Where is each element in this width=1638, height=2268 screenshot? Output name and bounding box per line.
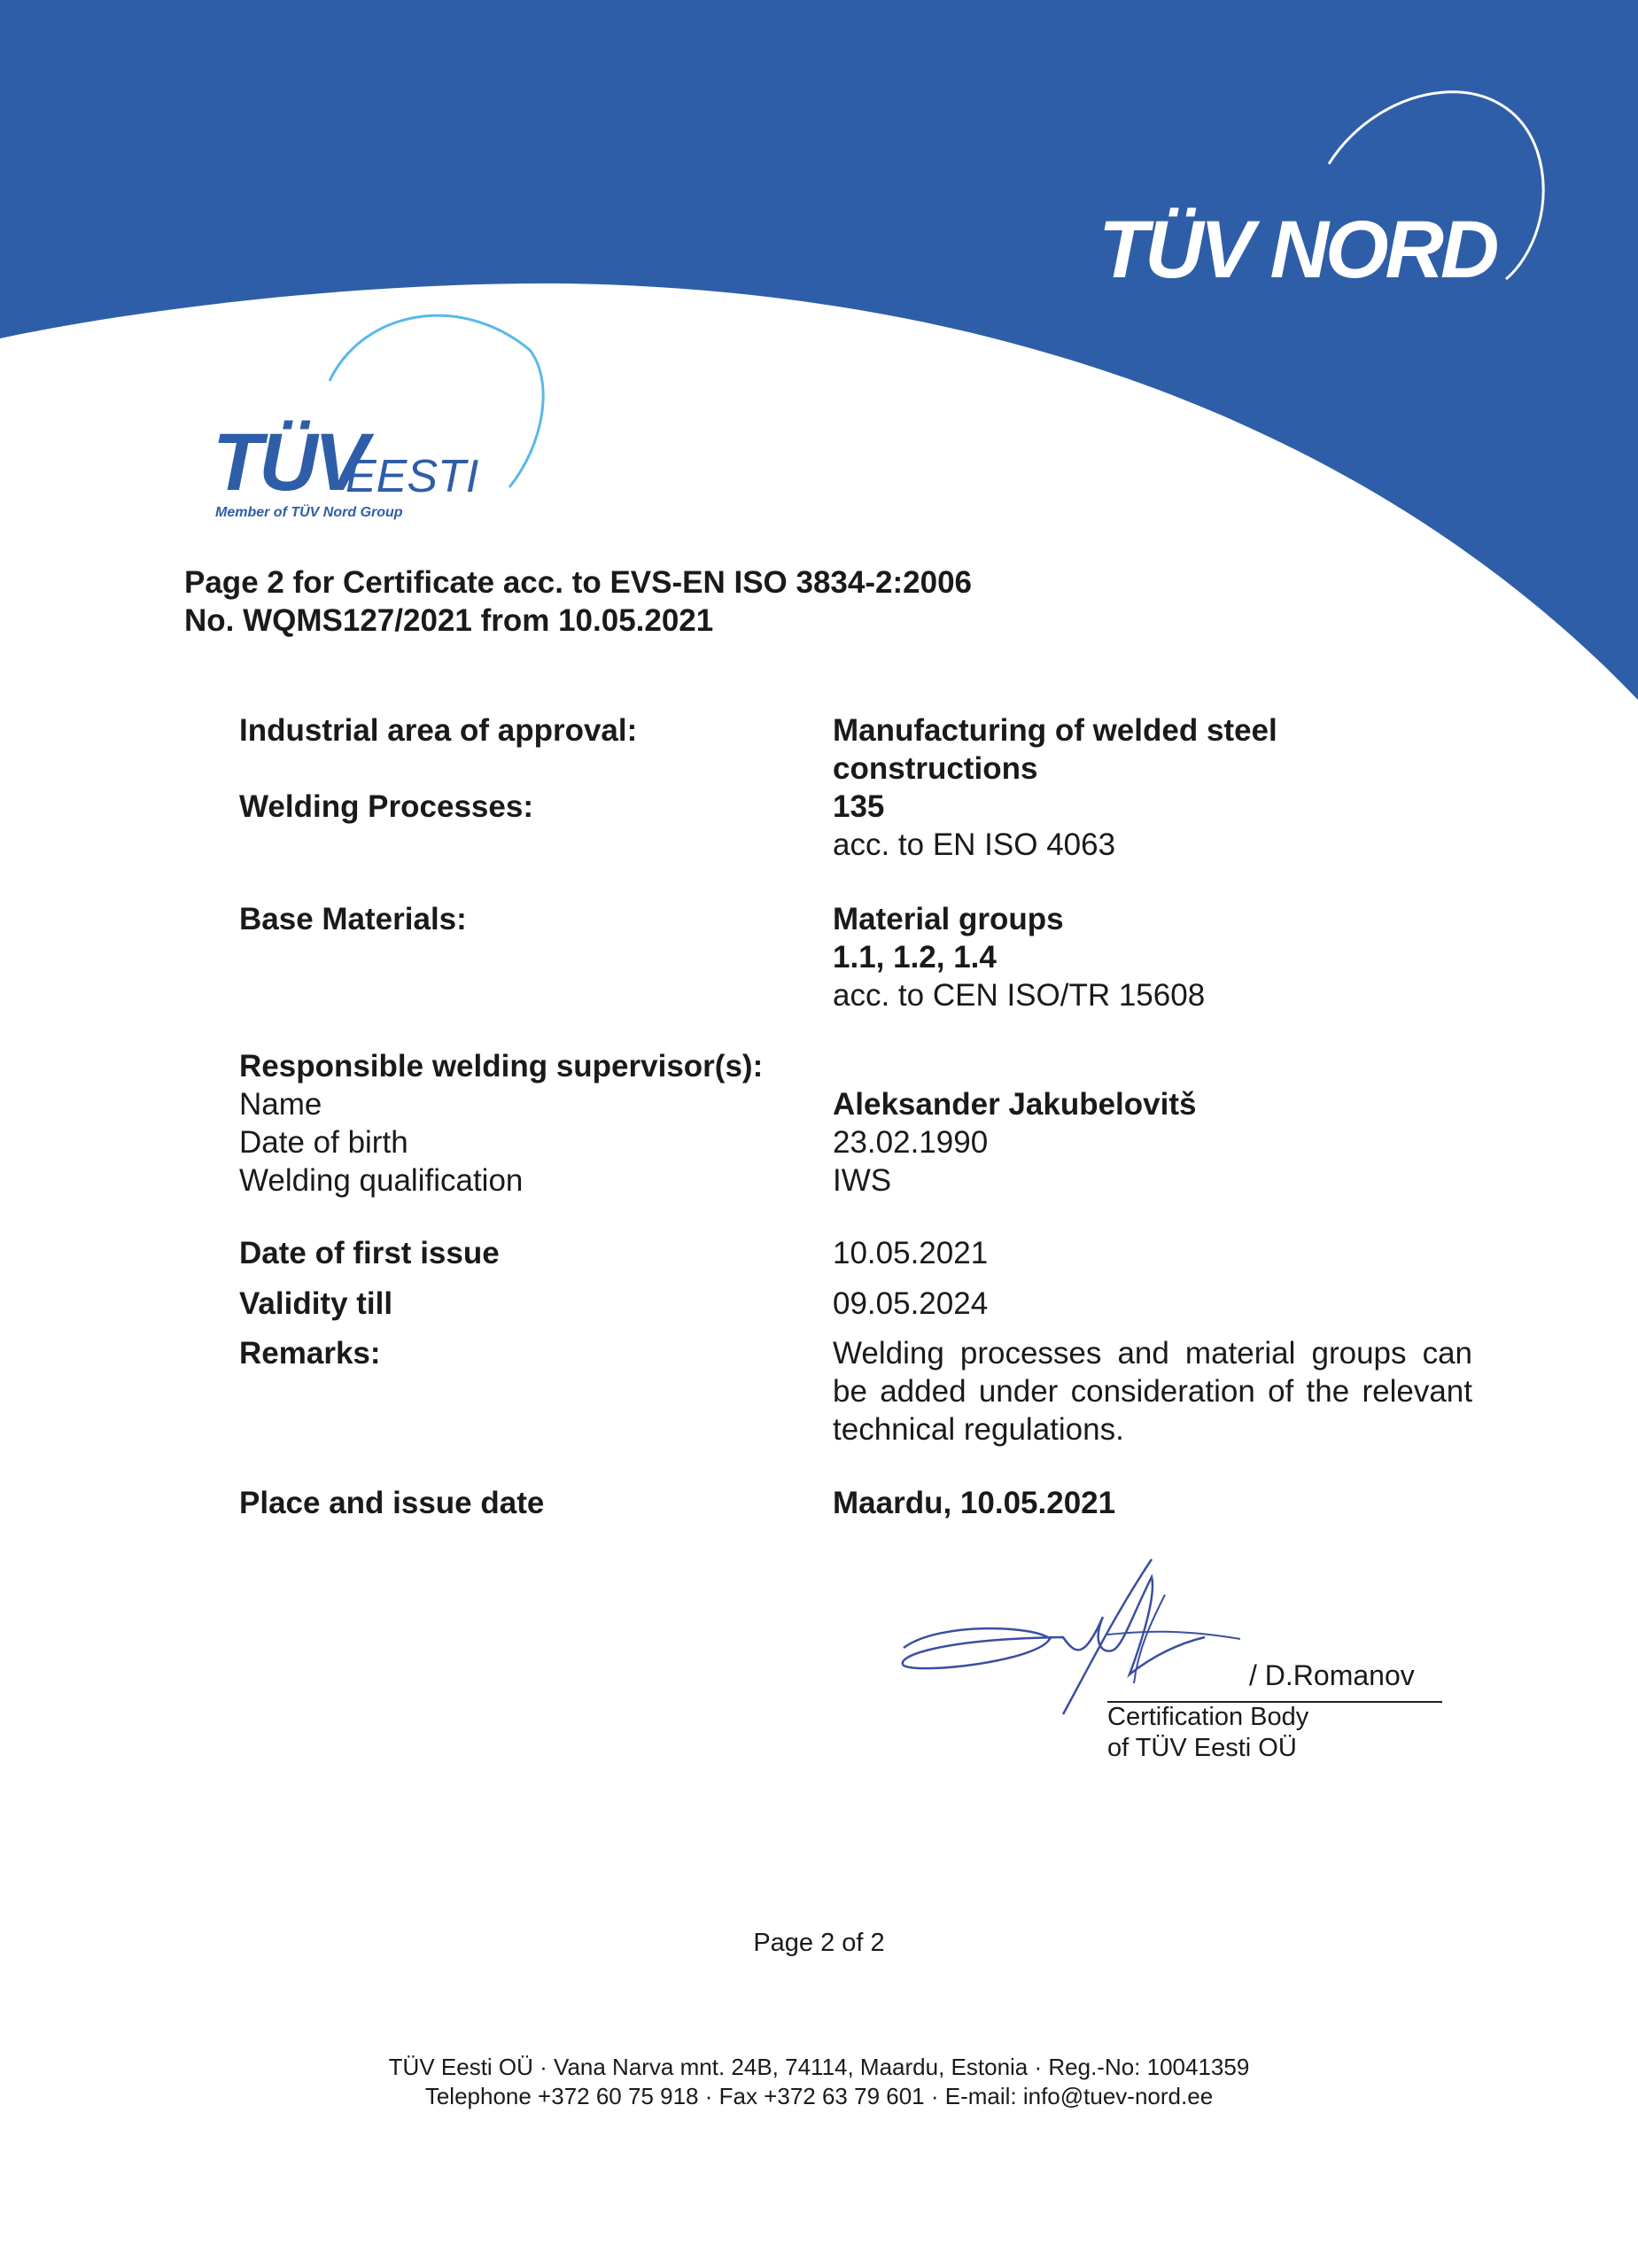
supervisor-name-label: Name [239,1087,322,1122]
signer-title-line1: Certification Body [1107,1703,1309,1731]
base-materials-value-line2: 1.1, 1.2, 1.4 [833,940,997,975]
base-materials-label: Base Materials: [239,902,467,936]
tuv-eesti-tagline: Member of TÜV Nord Group [215,505,403,520]
place-date-label: Place and issue date [239,1486,545,1520]
tuv-eesti-logo-word: EESTI [345,451,479,502]
signer-name: / D.Romanov [1249,1659,1415,1691]
page-number: Page 2 of 2 [753,1929,885,1957]
remarks-label: Remarks: [239,1336,381,1371]
supervisor-dob-value: 23.02.1990 [833,1125,989,1160]
supervisor-qualification-label: Welding qualification [239,1163,524,1198]
industrial-area-value-line1: Manufacturing of welded steel [833,713,1277,748]
remarks-value: Welding processes and material groups can be added under consideration of the relevant technical regulations. [833,1336,1472,1447]
supervisor-label: Responsible welding supervisor(s): [239,1049,764,1084]
first-issue-value: 10.05.2021 [833,1236,989,1270]
industrial-area-label: Industrial area of approval: [239,713,638,748]
tuv-eesti-logo: TÜV [213,417,365,508]
welding-processes-value: 135 [833,789,885,824]
signer-title-line2: of TÜV Eesti OÜ [1107,1734,1297,1762]
supervisor-qualification-value: IWS [833,1163,892,1198]
footer-contact: Telephone +372 60 75 918 · Fax +372 63 79 601 · E-mail: info@tuev-nord.ee [424,2083,1214,2109]
validity-value: 09.05.2024 [833,1286,989,1321]
base-materials-value-line1: Material groups [833,902,1064,936]
supervisor-dob-label: Date of birth [239,1125,408,1160]
validity-label: Validity till [239,1286,393,1321]
welding-processes-note: acc. to EN ISO 4063 [833,827,1116,862]
header-banner [0,0,1638,709]
base-materials-note: acc. to CEN ISO/TR 15608 [833,978,1206,1013]
welding-processes-label: Welding Processes: [239,789,533,824]
place-date-value: Maardu, 10.05.2021 [833,1486,1116,1520]
industrial-area-value-line2: constructions [833,751,1038,786]
certificate-heading-line1: Page 2 for Certificate acc. to EVS-EN ISO 3834-2:2006 [184,565,972,600]
tuv-nord-logo: TÜV NORD [1098,205,1496,295]
footer-address: TÜV Eesti OÜ · Vana Narva mnt. 24B, 74114, Maardu, Estonia · Reg.-No: 10041359 [388,2054,1250,2080]
certificate-heading-line2: No. WQMS127/2021 from 10.05.2021 [184,603,714,638]
supervisor-name-value: Aleksander Jakubelovitš [833,1087,1197,1122]
first-issue-label: Date of first issue [239,1236,500,1270]
